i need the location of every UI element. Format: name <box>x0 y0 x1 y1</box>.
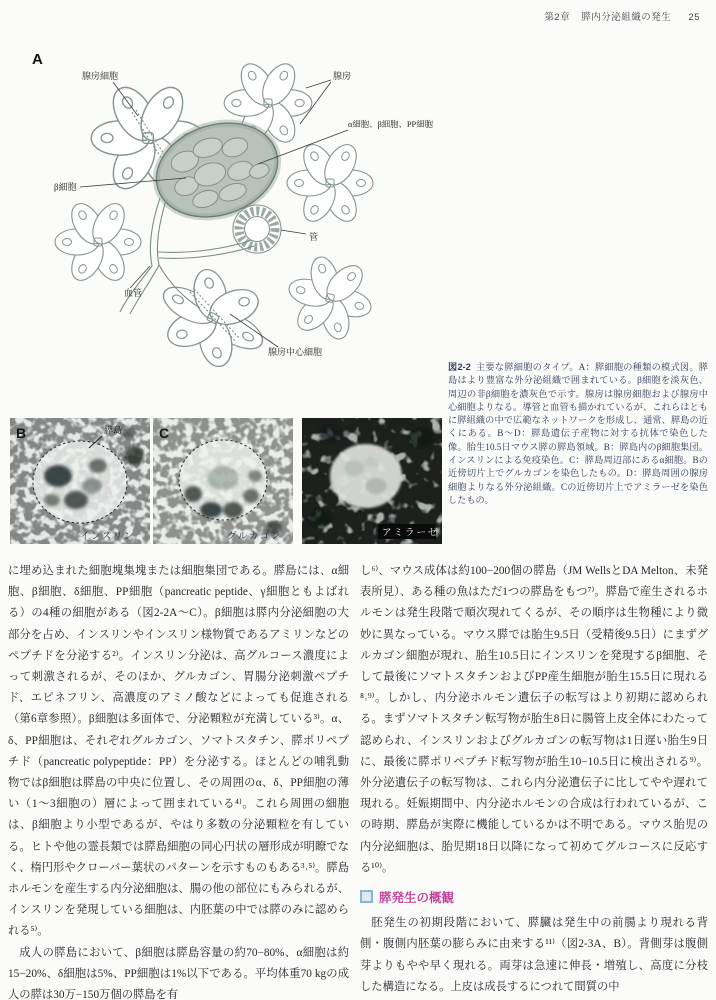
micrograph-d <box>302 418 442 544</box>
body-column-right <box>360 561 708 998</box>
figure-a-diagram <box>18 46 448 410</box>
chapter-title: 膵内分泌組織の発生 <box>581 12 672 23</box>
paragraph: に埋め込まれた細胞塊集塊または細胞集団である。膵島には、α細胞、β細胞、δ細胞、PP細胞（pancreatic peptide、γ細胞ともよばれる）の4種の細胞がある（図2-2A〜C）。β細胞は膵内分泌細胞の大部分を占め、インスリンやインスリン様物質であるアミリンなどのペプチドを分泌する²⁾。インスリン分泌は、高グルコース濃度によって刺激されるが、そのほか、グルカゴン、胃腸分泌刺激ペプチド、エピネフリン、高濃度のアミノ酸などによっても促進される（第6章参照）。β細胞は多面体で、分泌顆粒が充満している³⁾。α、δ、PP細胞は、それぞれグルカゴン、ソマトスタチン、膵ポリペプチド（pancreatic polypeptide：PP）を分泌する。ほとんどの哺乳動物ではβ細胞は膵島の中央に位置し、その周囲のα、δ、PP細胞の薄い（1〜3細胞の）層によって囲まれている⁴⁾。これら周囲の細胞は、β細胞より小型であるが、やはり多数の分泌顆粒を有している。ヒトや他の霊長類では膵島細胞の同心円状の層形成が明瞭でなく、楕円形やクローバー葉状のパターンを示すものもある³˒⁵⁾。膵島ホルモンを産生する内分泌細胞は、腸の他の部位にもみられるが、インスリンを発現している細胞は、内胚葉の中では膵のみに認められる⁵⁾。 <box>8 565 349 938</box>
insulin-stain-label: インスリン <box>80 532 135 542</box>
blood-vessel-label: 血管 <box>124 288 143 298</box>
figure-a-panel-letter: A <box>32 51 43 68</box>
acinus-label: 腺房 <box>333 71 352 81</box>
paragraph: し⁶⁾、マウス成体は約100−200個の膵島（JM WellsとDA Melton、未発表所見）、ある種の魚はただ1つの膵島をもつ⁷⁾。膵島で産生されるホルモンは発生段階で順次現れてくるが、その順序は生物種により微妙に異なっている。マウス膵では胎生9.5日（受精後9.5日）にまずグルカゴン細胞が現れ、胎生10.5日にインスリンを発現するβ細胞、そして最後にソマトスタチンおよびPP産生細胞が胎生15.5日に現れる⁸˒⁹⁾。しかし、内分泌ホルモン遺伝子の転写はより初期に認められる。まずソマトスタチン転写物が胎生8日に腸管上皮全体にわたって認められ、インスリンおよびグルカゴンの転写物は1日遅い胎生9日に、最後に膵ポリペプチド転写物が胎生10−10.5日に検出される⁹⁾。外分泌遺伝子の転写物は、これら内分泌遺伝子に比してやや遅れて現れる。妊娠期間中、内分泌ホルモンの合成は行われているが、この時期、膵島が実際に機能しているかは不明である。マウス胎児の内分泌細胞は、胎児期18日以降になって初めてグルコースに反応する¹⁰⁾。 <box>360 565 708 874</box>
glucagon-stain-label: グルカゴン <box>227 532 282 542</box>
duct-label: 管 <box>309 232 319 242</box>
section-heading-text: 膵発生の概観 <box>379 891 455 906</box>
body-column-left <box>8 561 349 1000</box>
acinar-cells-label: 腺房細胞 <box>82 71 119 81</box>
islet-photo-label: 膵島 <box>104 425 123 435</box>
chapter-label: 第2章 <box>544 12 571 23</box>
figure-caption-text: 主要な膵細胞のタイプ。A：膵細胞の種類の模式図。膵島はより豊富な外分泌組織で囲まれている。β細胞を淡灰色、周辺の非β細胞を濃灰色で示す。腺房は腺房細胞および腺房中心細胞よりなる。導管と血管も描かれているが、これらはともに膵組織の中で広範なネットワークを形成し、通常、膵島の近くにある。B〜D：膵島遺伝子産物に対する抗体で染色した像。胎生10.5日マウス膵の膵島領域。B：膵島内のβ細胞集団。インスリンによる免疫染色。C：膵島周辺部にあるα細胞。Bの近傍切片上でグルカゴンを染色したもの。D：膵島周囲の腺房細胞よりなる外分泌組織。Cの近傍切片上でアミラーゼを染色したもの。 <box>448 362 708 505</box>
section-heading <box>360 888 708 909</box>
paragraph: 胚発生の初期段階において、膵臓は発生中の前腸より現れる背側・腹側内胚葉の膨らみに由来する¹¹⁾（図2-3A、B）。背側芽は腹側芽よりもやや早く現れる。両芽は急速に伸長・増殖し、高度に分枝した構造になる。上皮は成長するにつれて間質の中 <box>360 917 708 993</box>
micrograph-b <box>10 418 150 544</box>
centroacinar-label: 腺房中心細胞 <box>268 347 323 357</box>
micrograph-c-letter: C <box>159 425 170 441</box>
paragraph: 成人の膵島において、β細胞は膵島容量の約70−80%、α細胞は約15−20%、δ細胞は5%、PP細胞は1%以下である。平均体重70 kgの成人の膵は30万−150万個の膵島を有 <box>8 946 349 1000</box>
amylase-stain-label: アミラーゼ <box>382 528 440 539</box>
micrograph-strip <box>10 418 442 544</box>
section-bullet-icon <box>360 890 373 903</box>
acinus-cluster <box>55 58 382 385</box>
micrograph-b-letter: B <box>16 425 27 441</box>
islet-cells-label: α細胞、β細胞、PP細胞 <box>348 120 433 129</box>
running-header <box>544 9 700 23</box>
micrograph-c <box>153 418 293 544</box>
beta-cell-label: β細胞 <box>54 182 77 192</box>
figure-caption-number: 図2-2 <box>448 362 471 372</box>
figure-caption <box>448 361 708 507</box>
duct-schematic <box>233 205 281 253</box>
page-number: 25 <box>688 12 700 23</box>
